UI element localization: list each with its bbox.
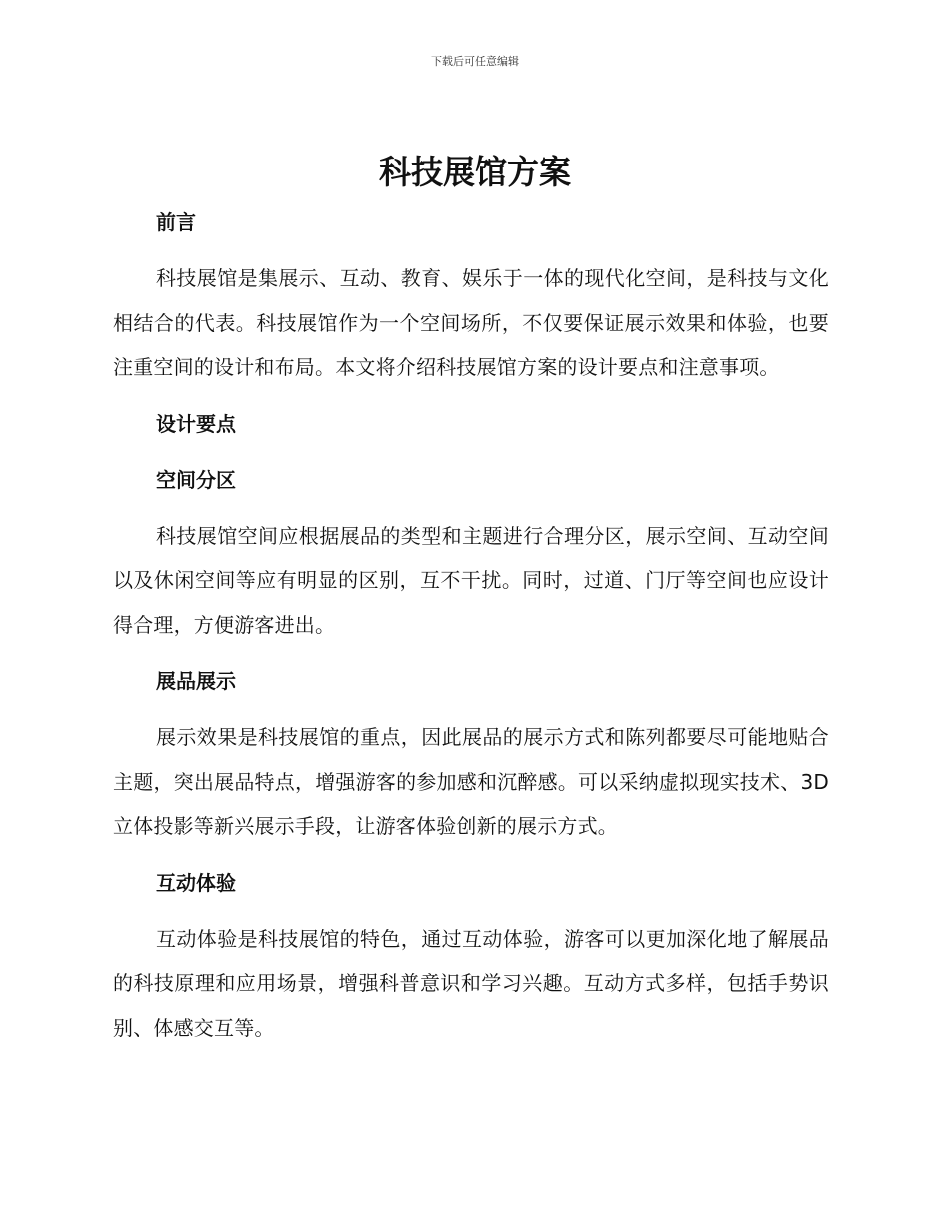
section-heading-design-points: 设计要点 <box>156 411 236 436</box>
paragraph-preface: 科技展馆是集展示、互动、教育、娱乐于一体的现代化空间，是科技与文化相结合的代表。科技展馆作为一个空间场所，不仅要保证展示效果和体验，也要注重空间的设计和布局。本文将介绍科技展馆方案的设计要点和注意事项。 <box>113 266 829 379</box>
section-heading-interactive-experience: 互动体验 <box>156 870 236 895</box>
spacer <box>113 703 829 715</box>
spacer <box>113 905 829 917</box>
document-title: 科技展馆方案 <box>378 153 571 191</box>
paragraph-interactive-experience: 互动体验是科技展馆的特色，通过互动体验，游客可以更加深化地了解展品的科技原理和应用场景，增强科普意识和学习兴趣。互动方式多样，包括手势识别、体感交互等。 <box>113 926 829 1040</box>
section-heading-space-zoning: 空间分区 <box>156 467 236 492</box>
spacer <box>113 849 829 861</box>
page-header-note: 下载后可任意编辑 <box>431 55 519 68</box>
document-body <box>113 200 829 1050</box>
section-heading-preface: 前言 <box>156 210 196 234</box>
paragraph-space-zoning: 科技展馆空间应根据展品的类型和主题进行合理分区，展示空间、互动空间以及休闲空间等应有明显的区别，互不干扰。同时，过道、门厅等空间也应设计得合理，方便游客进出。 <box>113 523 829 637</box>
paragraph-exhibit-display: 展示效果是科技展馆的重点，因此展品的展示方式和陈列都要尽可能地贴合主题，突出展品特点，增强游客的参加感和沉醉感。可以采纳虚拟现实技术、3D 立体投影等新兴展示手段，让游客体验创新的展示方式。 <box>113 725 829 838</box>
spacer <box>113 244 829 256</box>
section-heading-exhibit-display: 展品展示 <box>156 669 236 693</box>
spacer <box>113 502 829 514</box>
spacer <box>113 446 829 458</box>
spacer <box>113 390 829 402</box>
spacer <box>113 647 829 659</box>
